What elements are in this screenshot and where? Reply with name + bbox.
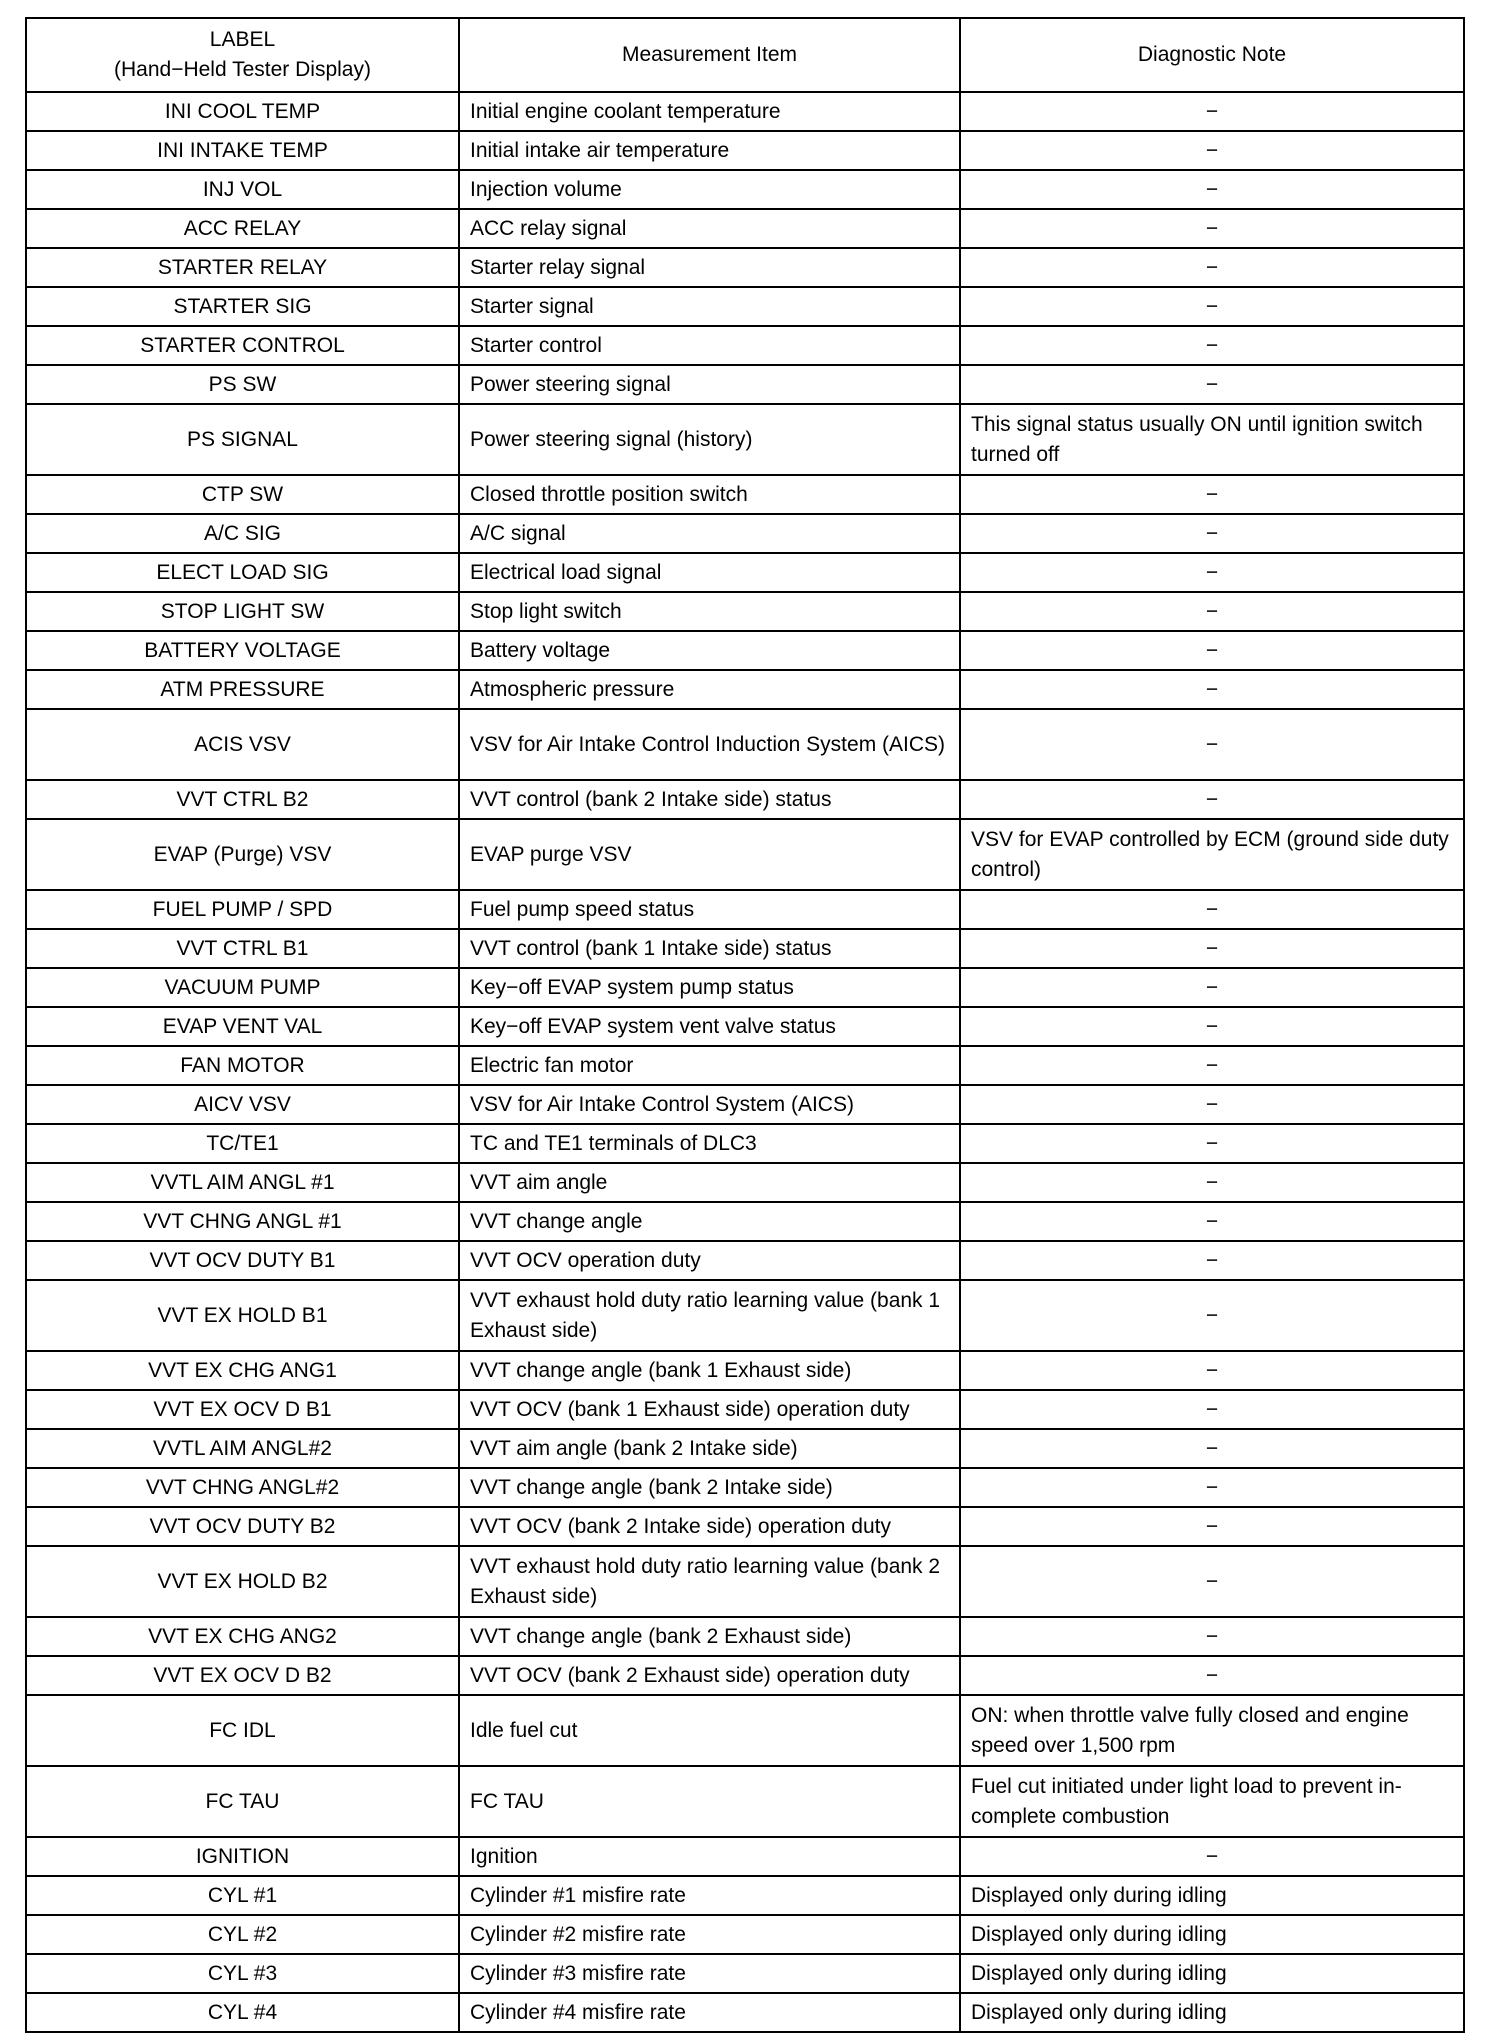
row-diagnostic-note: − — [960, 1837, 1464, 1876]
row-measurement-item: Cylinder #4 misfire rate — [459, 1993, 960, 2032]
row-diagnostic-note: − — [960, 1507, 1464, 1546]
row-measurement-item: A/C signal — [459, 514, 960, 553]
row-measurement-item: Cylinder #1 misfire rate — [459, 1876, 960, 1915]
row-label: BATTERY VOLTAGE — [26, 631, 459, 670]
row-measurement-item: VVT exhaust hold duty ratio learning value (bank 2 Exhaust side) — [459, 1546, 960, 1617]
row-label: VVT CHNG ANGL #1 — [26, 1202, 459, 1241]
row-label: IGNITION — [26, 1837, 459, 1876]
table-row — [26, 209, 1464, 248]
row-measurement-item: Starter signal — [459, 287, 960, 326]
row-diagnostic-note: Fuel cut initiated under light load to prevent in-complete combustion — [960, 1766, 1464, 1837]
table-row — [26, 1766, 1464, 1837]
row-label: STARTER CONTROL — [26, 326, 459, 365]
table-row — [26, 819, 1464, 890]
row-label: CYL #2 — [26, 1915, 459, 1954]
row-label: EVAP VENT VAL — [26, 1007, 459, 1046]
row-diagnostic-note: − — [960, 670, 1464, 709]
table-row — [26, 170, 1464, 209]
table-row — [26, 1390, 1464, 1429]
table-row — [26, 1007, 1464, 1046]
row-diagnostic-note: Displayed only during idling — [960, 1993, 1464, 2032]
row-diagnostic-note: − — [960, 968, 1464, 1007]
row-measurement-item: VVT control (bank 2 Intake side) status — [459, 780, 960, 819]
row-measurement-item: Electric fan motor — [459, 1046, 960, 1085]
row-label: VACUUM PUMP — [26, 968, 459, 1007]
row-diagnostic-note: ON: when throttle valve fully closed and engine speed over 1,500 rpm — [960, 1695, 1464, 1766]
row-label: STARTER SIG — [26, 287, 459, 326]
row-diagnostic-note: − — [960, 1046, 1464, 1085]
row-label: ATM PRESSURE — [26, 670, 459, 709]
table-row — [26, 968, 1464, 1007]
row-label: FUEL PUMP / SPD — [26, 890, 459, 929]
row-measurement-item: Battery voltage — [459, 631, 960, 670]
row-diagnostic-note: − — [960, 209, 1464, 248]
row-measurement-item: VVT OCV (bank 2 Intake side) operation duty — [459, 1507, 960, 1546]
row-diagnostic-note: − — [960, 170, 1464, 209]
table-row — [26, 1507, 1464, 1546]
row-diagnostic-note: − — [960, 1617, 1464, 1656]
table-row — [26, 1046, 1464, 1085]
data-list-table — [25, 17, 1465, 2033]
row-label: INI COOL TEMP — [26, 92, 459, 131]
table-row — [26, 1468, 1464, 1507]
row-label: VVTL AIM ANGL #1 — [26, 1163, 459, 1202]
header-diagnostic-note: Diagnostic Note — [960, 18, 1464, 92]
row-measurement-item: Ignition — [459, 1837, 960, 1876]
row-label: VVT CTRL B2 — [26, 780, 459, 819]
row-measurement-item: TC and TE1 terminals of DLC3 — [459, 1124, 960, 1163]
table-row — [26, 631, 1464, 670]
row-measurement-item: Key−off EVAP system pump status — [459, 968, 960, 1007]
row-diagnostic-note: − — [960, 631, 1464, 670]
row-diagnostic-note: − — [960, 1007, 1464, 1046]
row-label: TC/TE1 — [26, 1124, 459, 1163]
table-row — [26, 404, 1464, 475]
row-label: CYL #3 — [26, 1954, 459, 1993]
row-measurement-item: VVT exhaust hold duty ratio learning value (bank 1 Exhaust side) — [459, 1280, 960, 1351]
table-row — [26, 1351, 1464, 1390]
row-measurement-item: Power steering signal (history) — [459, 404, 960, 475]
row-measurement-item: VVT change angle — [459, 1202, 960, 1241]
row-measurement-item: Initial engine coolant temperature — [459, 92, 960, 131]
row-diagnostic-note: − — [960, 1124, 1464, 1163]
row-label: VVT OCV DUTY B2 — [26, 1507, 459, 1546]
row-measurement-item: VVT aim angle — [459, 1163, 960, 1202]
row-measurement-item: Fuel pump speed status — [459, 890, 960, 929]
row-measurement-item: Atmospheric pressure — [459, 670, 960, 709]
row-measurement-item: VSV for Air Intake Control System (AICS) — [459, 1085, 960, 1124]
row-label: FC TAU — [26, 1766, 459, 1837]
row-measurement-item: Idle fuel cut — [459, 1695, 960, 1766]
table-row — [26, 1876, 1464, 1915]
row-label: VVT EX HOLD B2 — [26, 1546, 459, 1617]
table-row — [26, 1993, 1464, 2032]
table-row — [26, 1837, 1464, 1876]
table-row — [26, 131, 1464, 170]
row-measurement-item: Cylinder #2 misfire rate — [459, 1915, 960, 1954]
header-measurement-item: Measurement Item — [459, 18, 960, 92]
row-label: ELECT LOAD SIG — [26, 553, 459, 592]
row-diagnostic-note: − — [960, 475, 1464, 514]
row-measurement-item: VVT OCV operation duty — [459, 1241, 960, 1280]
row-label: INI INTAKE TEMP — [26, 131, 459, 170]
table-row — [26, 287, 1464, 326]
table-row — [26, 1429, 1464, 1468]
row-measurement-item: Stop light switch — [459, 592, 960, 631]
row-measurement-item: Closed throttle position switch — [459, 475, 960, 514]
table-row — [26, 1085, 1464, 1124]
row-label: STARTER RELAY — [26, 248, 459, 287]
row-label: FC IDL — [26, 1695, 459, 1766]
table-row — [26, 1163, 1464, 1202]
row-measurement-item: ACC relay signal — [459, 209, 960, 248]
header-label-line2: (Hand−Held Tester Display) — [114, 58, 371, 81]
row-measurement-item: Starter relay signal — [459, 248, 960, 287]
row-diagnostic-note: − — [960, 1390, 1464, 1429]
row-diagnostic-note: − — [960, 592, 1464, 631]
row-label: PS SIGNAL — [26, 404, 459, 475]
row-measurement-item: VVT control (bank 1 Intake side) status — [459, 929, 960, 968]
table-row — [26, 365, 1464, 404]
row-diagnostic-note: − — [960, 1202, 1464, 1241]
row-diagnostic-note: − — [960, 553, 1464, 592]
row-diagnostic-note: This signal status usually ON until ignition switch turned off — [960, 404, 1464, 475]
header-label — [26, 18, 459, 92]
row-diagnostic-note: − — [960, 1656, 1464, 1695]
table-row — [26, 1202, 1464, 1241]
row-label: EVAP (Purge) VSV — [26, 819, 459, 890]
row-label: CYL #4 — [26, 1993, 459, 2032]
row-label: VVT EX OCV D B2 — [26, 1656, 459, 1695]
row-measurement-item: FC TAU — [459, 1766, 960, 1837]
row-diagnostic-note: − — [960, 248, 1464, 287]
data-list-table-container — [25, 17, 1463, 2033]
row-diagnostic-note: − — [960, 326, 1464, 365]
row-measurement-item: VVT OCV (bank 2 Exhaust side) operation duty — [459, 1656, 960, 1695]
row-diagnostic-note: − — [960, 131, 1464, 170]
table-row — [26, 709, 1464, 780]
row-diagnostic-note: − — [960, 365, 1464, 404]
row-label: ACC RELAY — [26, 209, 459, 248]
row-measurement-item: VVT aim angle (bank 2 Intake side) — [459, 1429, 960, 1468]
row-diagnostic-note: Displayed only during idling — [960, 1876, 1464, 1915]
table-row — [26, 1280, 1464, 1351]
row-label: STOP LIGHT SW — [26, 592, 459, 631]
row-label: VVT CHNG ANGL#2 — [26, 1468, 459, 1507]
row-label: INJ VOL — [26, 170, 459, 209]
row-diagnostic-note: − — [960, 1085, 1464, 1124]
row-diagnostic-note: − — [960, 92, 1464, 131]
table-row — [26, 475, 1464, 514]
table-row — [26, 1124, 1464, 1163]
table-row — [26, 1656, 1464, 1695]
row-measurement-item: Cylinder #3 misfire rate — [459, 1954, 960, 1993]
row-diagnostic-note: − — [960, 514, 1464, 553]
row-diagnostic-note: − — [960, 709, 1464, 780]
row-label: VVT EX OCV D B1 — [26, 1390, 459, 1429]
row-label: VVT EX CHG ANG1 — [26, 1351, 459, 1390]
table-row — [26, 1617, 1464, 1656]
row-measurement-item: VVT change angle (bank 1 Exhaust side) — [459, 1351, 960, 1390]
row-measurement-item: EVAP purge VSV — [459, 819, 960, 890]
row-diagnostic-note: − — [960, 1163, 1464, 1202]
row-diagnostic-note: − — [960, 890, 1464, 929]
row-diagnostic-note: − — [960, 1468, 1464, 1507]
row-label: ACIS VSV — [26, 709, 459, 780]
row-diagnostic-note: − — [960, 1546, 1464, 1617]
table-row — [26, 890, 1464, 929]
table-row — [26, 92, 1464, 131]
header-label-line1: LABEL — [209, 28, 276, 51]
row-label: VVT CTRL B1 — [26, 929, 459, 968]
row-diagnostic-note: VSV for EVAP controlled by ECM (ground side duty control) — [960, 819, 1464, 890]
row-measurement-item: VVT change angle (bank 2 Exhaust side) — [459, 1617, 960, 1656]
row-label: A/C SIG — [26, 514, 459, 553]
row-diagnostic-note: − — [960, 1351, 1464, 1390]
table-header-row — [26, 18, 1464, 92]
row-label: VVT EX CHG ANG2 — [26, 1617, 459, 1656]
row-measurement-item: VVT OCV (bank 1 Exhaust side) operation duty — [459, 1390, 960, 1429]
row-diagnostic-note: − — [960, 1241, 1464, 1280]
row-measurement-item: Power steering signal — [459, 365, 960, 404]
row-measurement-item: Electrical load signal — [459, 553, 960, 592]
row-label: PS SW — [26, 365, 459, 404]
table-row — [26, 1546, 1464, 1617]
table-row — [26, 780, 1464, 819]
row-label: VVT OCV DUTY B1 — [26, 1241, 459, 1280]
table-row — [26, 1954, 1464, 1993]
row-label: CYL #1 — [26, 1876, 459, 1915]
table-row — [26, 1915, 1464, 1954]
row-measurement-item: VVT change angle (bank 2 Intake side) — [459, 1468, 960, 1507]
row-label: AICV VSV — [26, 1085, 459, 1124]
table-row — [26, 326, 1464, 365]
row-diagnostic-note: − — [960, 287, 1464, 326]
table-row — [26, 553, 1464, 592]
row-diagnostic-note: − — [960, 1280, 1464, 1351]
row-diagnostic-note: Displayed only during idling — [960, 1915, 1464, 1954]
table-row — [26, 1241, 1464, 1280]
table-row — [26, 514, 1464, 553]
table-row — [26, 592, 1464, 631]
row-measurement-item: Starter control — [459, 326, 960, 365]
row-diagnostic-note: − — [960, 780, 1464, 819]
table-row — [26, 670, 1464, 709]
table-row — [26, 929, 1464, 968]
row-measurement-item: VSV for Air Intake Control Induction System (AICS) — [459, 709, 960, 780]
row-measurement-item: Initial intake air temperature — [459, 131, 960, 170]
row-diagnostic-note: Displayed only during idling — [960, 1954, 1464, 1993]
table-row — [26, 1695, 1464, 1766]
row-measurement-item: Injection volume — [459, 170, 960, 209]
row-label: VVTL AIM ANGL#2 — [26, 1429, 459, 1468]
row-label: CTP SW — [26, 475, 459, 514]
row-diagnostic-note: − — [960, 929, 1464, 968]
row-label: FAN MOTOR — [26, 1046, 459, 1085]
row-measurement-item: Key−off EVAP system vent valve status — [459, 1007, 960, 1046]
row-diagnostic-note: − — [960, 1429, 1464, 1468]
table-row — [26, 248, 1464, 287]
row-label: VVT EX HOLD B1 — [26, 1280, 459, 1351]
